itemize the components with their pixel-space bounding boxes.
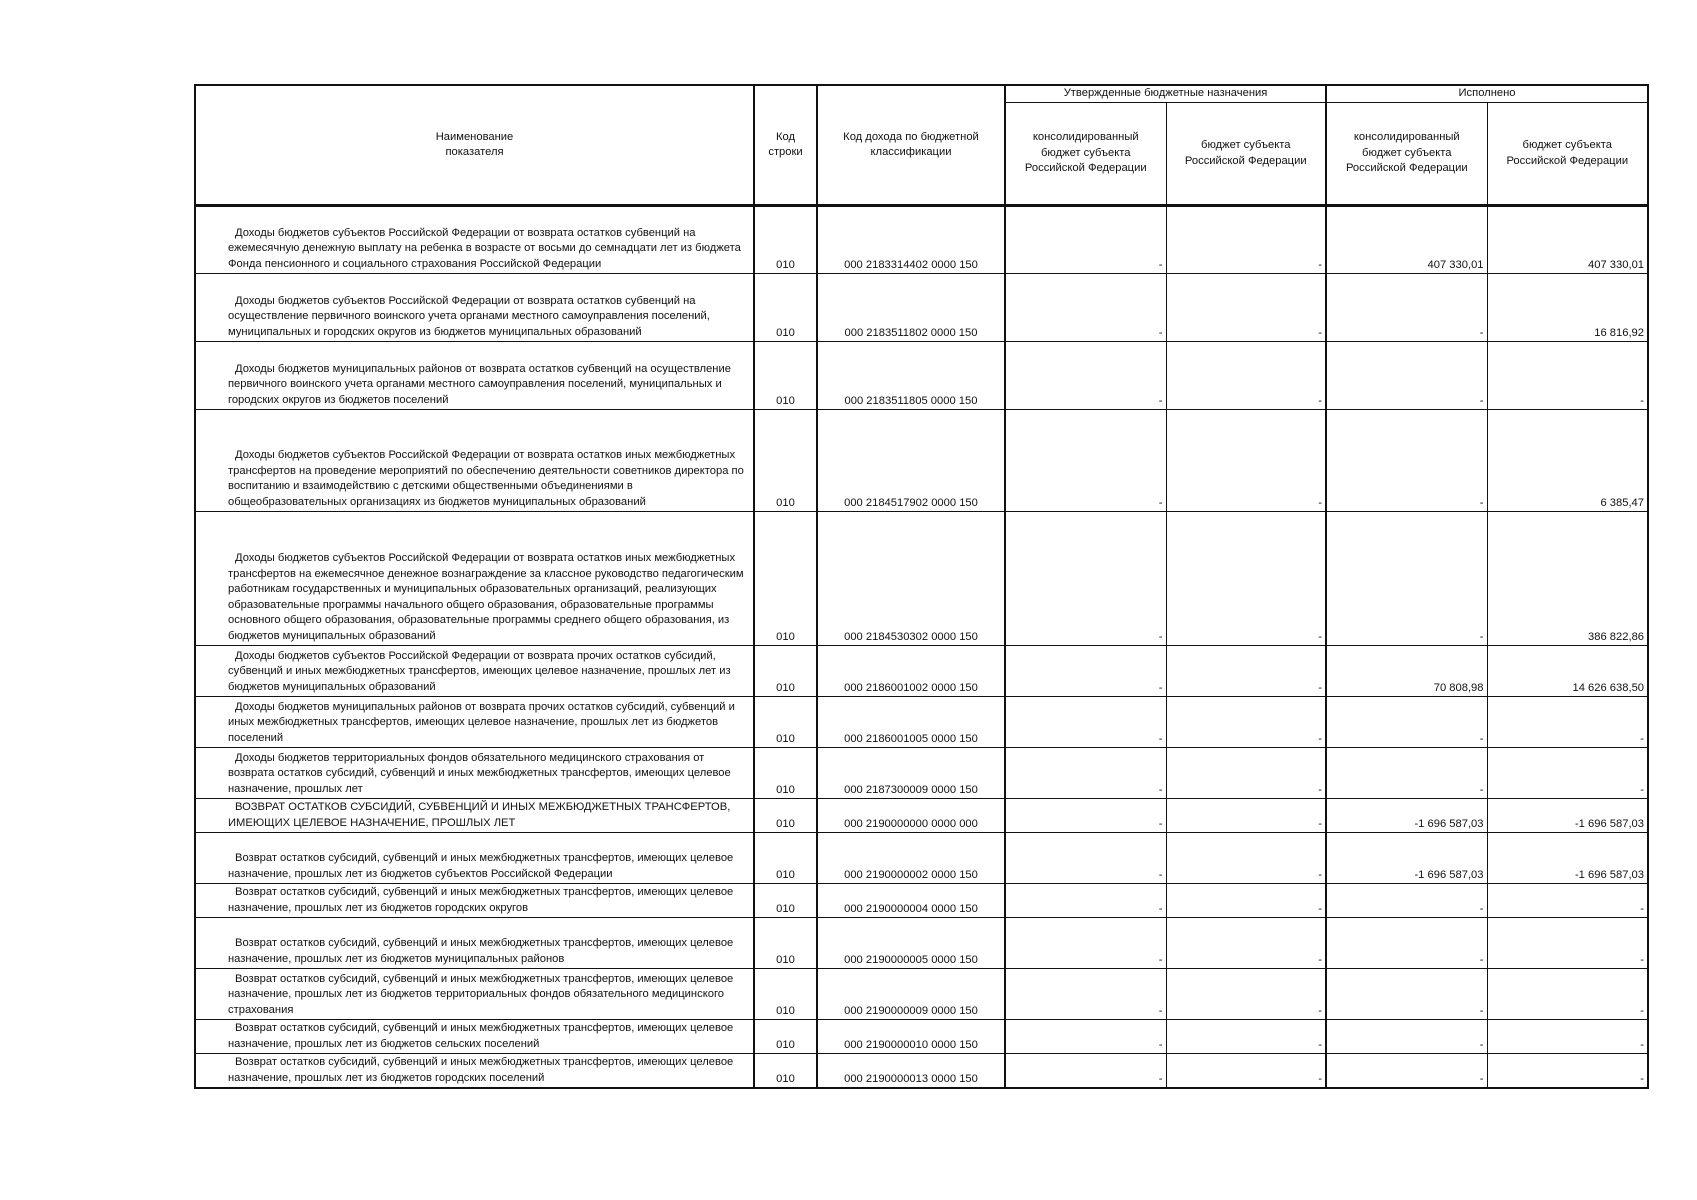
row-executed-subject: - xyxy=(1487,1020,1648,1054)
row-approved-subject: - xyxy=(1166,342,1326,410)
table-header xyxy=(195,85,1648,206)
row-name: Возврат остатков субсидий, субвенций и иных межбюджетных трансфертов, имеющих целевое назначение, прошлых лет из бюджетов субъектов Российской Федерации xyxy=(195,833,754,884)
row-executed-subject: - xyxy=(1487,697,1648,748)
row-code: 010 xyxy=(754,206,817,274)
table-row xyxy=(195,833,1648,884)
column-header-approved-subject: бюджет субъекта Российской Федерации xyxy=(1166,103,1326,206)
row-executed-consolidated: - xyxy=(1326,748,1487,799)
column-header-name: Наименование показателя xyxy=(195,85,754,206)
row-executed-subject: - xyxy=(1487,884,1648,918)
budget-income-table xyxy=(194,84,1649,1089)
column-header-approved-consolidated: консолидированный бюджет субъекта Российской Федерации xyxy=(1005,103,1166,206)
row-executed-consolidated: -1 696 587,03 xyxy=(1326,833,1487,884)
row-approved-consolidated: - xyxy=(1005,799,1166,833)
row-executed-subject: - xyxy=(1487,748,1648,799)
row-code: 010 xyxy=(754,1054,817,1089)
row-executed-subject: - xyxy=(1487,1054,1648,1089)
row-code: 010 xyxy=(754,799,817,833)
table-row xyxy=(195,1020,1648,1054)
row-name: Доходы бюджетов субъектов Российской Федерации от возврата остатков субвенций на осуществление первичного воинского учета органами местного самоуправления поселений, муниципальных и городских округов из бюджетов муниципальных образований xyxy=(195,274,754,342)
row-executed-consolidated: - xyxy=(1326,512,1487,646)
row-executed-consolidated: - xyxy=(1326,410,1487,512)
row-approved-consolidated: - xyxy=(1005,646,1166,697)
row-executed-subject: - xyxy=(1487,969,1648,1020)
header-row-groups xyxy=(195,85,1648,103)
row-executed-consolidated: - xyxy=(1326,1020,1487,1054)
column-header-executed-consolidated: консолидированный бюджет субъекта Российской Федерации xyxy=(1326,103,1487,206)
row-code: 010 xyxy=(754,697,817,748)
row-name: Возврат остатков субсидий, субвенций и иных межбюджетных трансфертов, имеющих целевое назначение, прошлых лет из бюджетов сельских поселений xyxy=(195,1020,754,1054)
row-name: Доходы бюджетов субъектов Российской Федерации от возврата остатков субвенций на ежемесячную денежную выплату на ребенка в возрасте от восьми до семнадцати лет из бюджета Фонда пенсионного и социального страхования Российской Федерации xyxy=(195,206,754,274)
row-approved-subject: - xyxy=(1166,833,1326,884)
row-approved-consolidated: - xyxy=(1005,697,1166,748)
row-approved-consolidated: - xyxy=(1005,512,1166,646)
row-executed-consolidated: -1 696 587,03 xyxy=(1326,799,1487,833)
row-name: Возврат остатков субсидий, субвенций и иных межбюджетных трансфертов, имеющих целевое назначение, прошлых лет из бюджетов городских поселений xyxy=(195,1054,754,1089)
row-approved-subject: - xyxy=(1166,1054,1326,1089)
row-income-code: 000 2190000010 0000 150 xyxy=(817,1020,1005,1054)
row-code: 010 xyxy=(754,918,817,969)
row-executed-subject: - xyxy=(1487,918,1648,969)
row-income-code: 000 2184530302 0000 150 xyxy=(817,512,1005,646)
row-code: 010 xyxy=(754,342,817,410)
table-row xyxy=(195,512,1648,646)
row-approved-consolidated: - xyxy=(1005,1054,1166,1089)
row-executed-consolidated: 70 808,98 xyxy=(1326,646,1487,697)
row-approved-consolidated: - xyxy=(1005,884,1166,918)
row-executed-subject: 6 385,47 xyxy=(1487,410,1648,512)
row-name: Доходы бюджетов субъектов Российской Федерации от возврата прочих остатков субсидий, субвенций и иных межбюджетных трансфертов, имеющих целевое назначение, прошлых лет из бюджетов муниципальных образований xyxy=(195,646,754,697)
table-body xyxy=(195,206,1648,1089)
row-approved-consolidated: - xyxy=(1005,410,1166,512)
row-name: Доходы бюджетов территориальных фондов обязательного медицинского страхования от возврата остатков субсидий, субвенций и иных межбюджетных трансфертов, имеющих целевое назначение, прошлых лет xyxy=(195,748,754,799)
row-executed-consolidated: - xyxy=(1326,274,1487,342)
row-name: Доходы бюджетов субъектов Российской Федерации от возврата остатков иных межбюджетных трансфертов на ежемесячное денежное вознаграждение за классное руководство педагогическим работникам государственных и муниципальных образовательных организаций, реализующих образовательные программы начального общего образования, образовательные программы основного общего образования, образовательные программы среднего общего образования, из бюджетов муниципальных образований xyxy=(195,512,754,646)
row-approved-subject: - xyxy=(1166,206,1326,274)
row-code: 010 xyxy=(754,1020,817,1054)
row-approved-subject: - xyxy=(1166,969,1326,1020)
group-header-executed: Исполнено xyxy=(1326,85,1648,103)
row-approved-consolidated: - xyxy=(1005,342,1166,410)
row-executed-consolidated: - xyxy=(1326,918,1487,969)
row-approved-subject: - xyxy=(1166,512,1326,646)
row-executed-subject: -1 696 587,03 xyxy=(1487,833,1648,884)
table-row xyxy=(195,969,1648,1020)
row-code: 010 xyxy=(754,748,817,799)
table-row xyxy=(195,410,1648,512)
row-income-code: 000 2183511805 0000 150 xyxy=(817,342,1005,410)
row-income-code: 000 2190000009 0000 150 xyxy=(817,969,1005,1020)
row-code: 010 xyxy=(754,512,817,646)
table-row xyxy=(195,342,1648,410)
row-name: Доходы бюджетов субъектов Российской Федерации от возврата остатков иных межбюджетных трансфертов на проведение мероприятий по обеспечению деятельности советников директора по воспитанию и взаимодействию с детскими общественными объединениями в общеобразовательных организациях из бюджетов муниципальных образований xyxy=(195,410,754,512)
row-approved-consolidated: - xyxy=(1005,918,1166,969)
row-executed-subject: 407 330,01 xyxy=(1487,206,1648,274)
column-header-row-code: Код строки xyxy=(754,85,817,206)
row-code: 010 xyxy=(754,410,817,512)
row-income-code: 000 2190000005 0000 150 xyxy=(817,918,1005,969)
row-code: 010 xyxy=(754,833,817,884)
row-code: 010 xyxy=(754,884,817,918)
table-row xyxy=(195,884,1648,918)
row-executed-consolidated: - xyxy=(1326,342,1487,410)
row-executed-consolidated: - xyxy=(1326,1054,1487,1089)
row-code: 010 xyxy=(754,274,817,342)
row-code: 010 xyxy=(754,969,817,1020)
row-executed-consolidated: - xyxy=(1326,697,1487,748)
row-income-code: 000 2190000000 0000 000 xyxy=(817,799,1005,833)
row-income-code: 000 2186001002 0000 150 xyxy=(817,646,1005,697)
row-approved-subject: - xyxy=(1166,646,1326,697)
row-executed-subject: - xyxy=(1487,342,1648,410)
table-row xyxy=(195,646,1648,697)
table-row xyxy=(195,1054,1648,1089)
row-name: Возврат остатков субсидий, субвенций и иных межбюджетных трансфертов, имеющих целевое назначение, прошлых лет из бюджетов территориальных фондов обязательного медицинского страхования xyxy=(195,969,754,1020)
row-approved-consolidated: - xyxy=(1005,748,1166,799)
row-approved-subject: - xyxy=(1166,697,1326,748)
table-row xyxy=(195,274,1648,342)
row-approved-subject: - xyxy=(1166,748,1326,799)
row-name: Возврат остатков субсидий, субвенций и иных межбюджетных трансфертов, имеющих целевое назначение, прошлых лет из бюджетов городских округов xyxy=(195,884,754,918)
table-row xyxy=(195,206,1648,274)
row-approved-subject: - xyxy=(1166,410,1326,512)
column-header-income-code: Код дохода по бюджетной классификации xyxy=(817,85,1005,206)
row-income-code: 000 2187300009 0000 150 xyxy=(817,748,1005,799)
report-sheet xyxy=(194,84,1647,1089)
row-name: Возврат остатков субсидий, субвенций и иных межбюджетных трансфертов, имеющих целевое назначение, прошлых лет из бюджетов муниципальных районов xyxy=(195,918,754,969)
row-approved-subject: - xyxy=(1166,274,1326,342)
row-name: ВОЗВРАТ ОСТАТКОВ СУБСИДИЙ, СУБВЕНЦИЙ И ИНЫХ МЕЖБЮДЖЕТНЫХ ТРАНСФЕРТОВ, ИМЕЮЩИХ ЦЕЛЕВОЕ НАЗНАЧЕНИЕ, ПРОШЛЫХ ЛЕТ xyxy=(195,799,754,833)
row-approved-consolidated: - xyxy=(1005,969,1166,1020)
row-code: 010 xyxy=(754,646,817,697)
table-row xyxy=(195,799,1648,833)
row-name: Доходы бюджетов муниципальных районов от возврата остатков субвенций на осуществление первичного воинского учета органами местного самоуправления поселений, муниципальных и городских округов из бюджетов поселений xyxy=(195,342,754,410)
table-row xyxy=(195,697,1648,748)
row-approved-subject: - xyxy=(1166,918,1326,969)
row-executed-consolidated: - xyxy=(1326,969,1487,1020)
row-income-code: 000 2190000013 0000 150 xyxy=(817,1054,1005,1089)
row-approved-consolidated: - xyxy=(1005,206,1166,274)
row-name: Доходы бюджетов муниципальных районов от возврата прочих остатков субсидий, субвенций и иных межбюджетных трансфертов, имеющих целевое назначение, прошлых лет из бюджетов поселений xyxy=(195,697,754,748)
row-income-code: 000 2183314402 0000 150 xyxy=(817,206,1005,274)
row-income-code: 000 2184517902 0000 150 xyxy=(817,410,1005,512)
row-income-code: 000 2186001005 0000 150 xyxy=(817,697,1005,748)
row-approved-subject: - xyxy=(1166,799,1326,833)
group-header-approved: Утвержденные бюджетные назначения xyxy=(1005,85,1326,103)
row-executed-subject: -1 696 587,03 xyxy=(1487,799,1648,833)
row-executed-subject: 16 816,92 xyxy=(1487,274,1648,342)
row-income-code: 000 2183511802 0000 150 xyxy=(817,274,1005,342)
row-executed-subject: 14 626 638,50 xyxy=(1487,646,1648,697)
row-approved-consolidated: - xyxy=(1005,833,1166,884)
table-row xyxy=(195,918,1648,969)
row-approved-subject: - xyxy=(1166,884,1326,918)
row-executed-subject: 386 822,86 xyxy=(1487,512,1648,646)
table-row xyxy=(195,748,1648,799)
row-approved-consolidated: - xyxy=(1005,1020,1166,1054)
row-executed-consolidated: - xyxy=(1326,884,1487,918)
column-header-executed-subject: бюджет субъекта Российской Федерации xyxy=(1487,103,1648,206)
row-income-code: 000 2190000004 0000 150 xyxy=(817,884,1005,918)
row-income-code: 000 2190000002 0000 150 xyxy=(817,833,1005,884)
row-approved-subject: - xyxy=(1166,1020,1326,1054)
row-approved-consolidated: - xyxy=(1005,274,1166,342)
row-executed-consolidated: 407 330,01 xyxy=(1326,206,1487,274)
